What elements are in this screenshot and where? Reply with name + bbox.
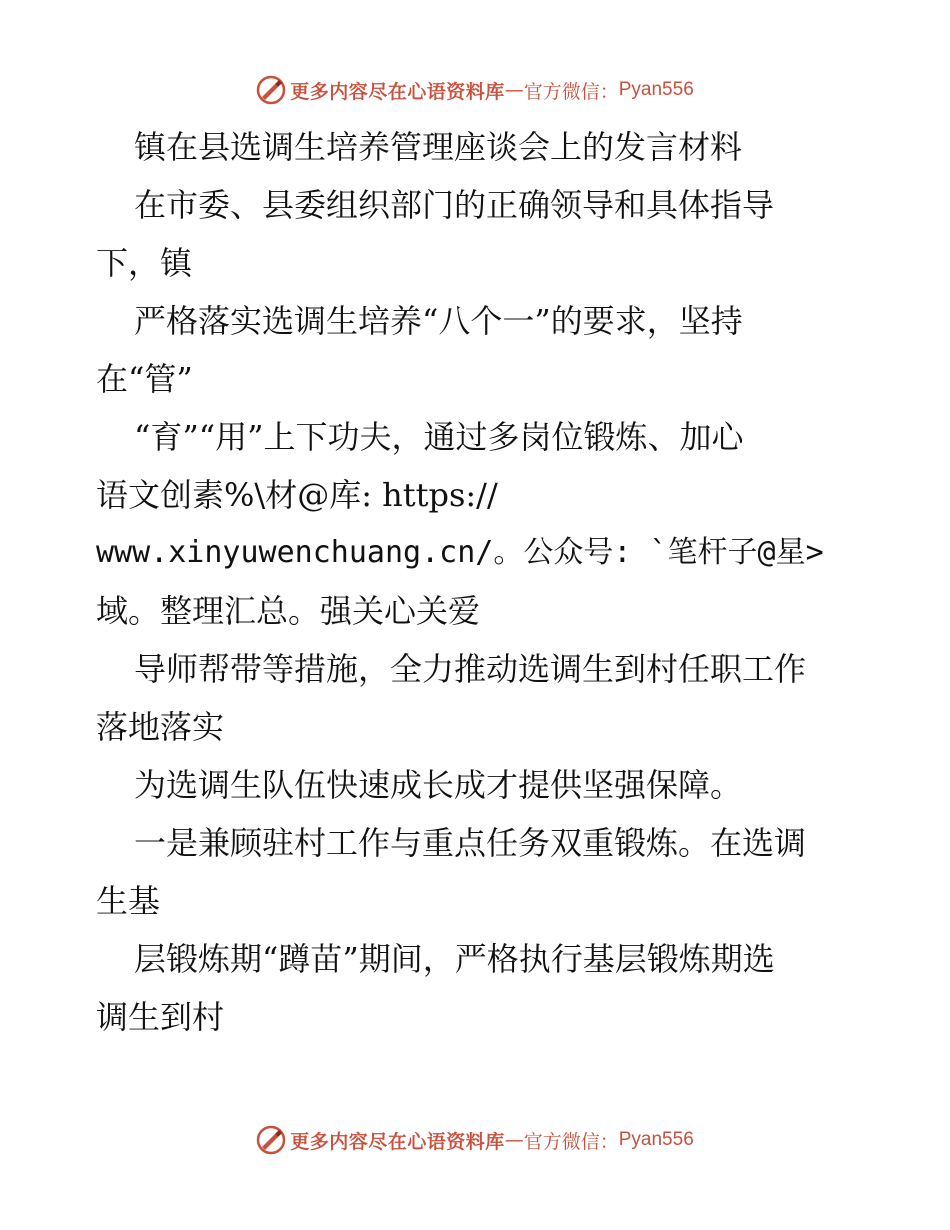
doc-line-3: 下，镇 xyxy=(96,244,193,282)
header-dash: — xyxy=(504,79,524,101)
header-wechat-label: 官方微信： xyxy=(523,80,619,103)
pen-logo-icon xyxy=(256,75,286,105)
footer-site-text: 更多内容尽在心语资料库 xyxy=(290,1130,505,1153)
footer-wechat-label: 官方微信： xyxy=(523,1130,619,1153)
doc-line-1: 镇在县选调生培养管理座谈会上的发言材料 xyxy=(134,128,743,166)
doc-line-9: 域。整理汇总。强关心关爱 xyxy=(96,592,481,630)
footer-wechat-id: Pyan556 xyxy=(618,1129,694,1150)
doc-line-12: 为选调生队伍快速成长成才提供坚强保障。 xyxy=(134,766,743,804)
doc-line-15: 层锻炼期“蹲苗”期间，严格执行基层锻炼期选 xyxy=(134,940,775,978)
doc-line-10: 导师帮带等措施，全力推动选调生到村任职工作 xyxy=(134,650,807,688)
doc-line-16: 调生到村 xyxy=(96,998,225,1036)
doc-line-2: 在市委、县委组织部门的正确领导和具体指导 xyxy=(134,186,775,224)
footer-banner xyxy=(0,1120,950,1160)
doc-line-11: 落地落实 xyxy=(96,708,225,746)
header-banner xyxy=(0,70,950,110)
doc-line-8: www.xinyuwenchuang.cn/。公众号: `笔杆子@星> xyxy=(96,535,824,570)
doc-line-7: 语文创素%\材@库: https:// xyxy=(96,476,498,514)
doc-line-6: “育”“用”上下功夫，通过多岗位锻炼、加心 xyxy=(134,418,744,456)
document-body xyxy=(96,118,866,1046)
header-wechat-id: Pyan556 xyxy=(618,79,694,100)
doc-line-4: 严格落实选调生培养“八个一”的要求，坚持 xyxy=(134,302,743,340)
footer-dash: — xyxy=(504,1129,524,1151)
doc-line-5: 在“管” xyxy=(96,360,193,398)
header-site-text: 更多内容尽在心语资料库 xyxy=(290,80,505,103)
doc-line-13: 一是兼顾驻村工作与重点任务双重锻炼。在选调 xyxy=(134,824,807,862)
doc-line-14: 生基 xyxy=(96,882,161,920)
pen-logo-icon xyxy=(256,1125,286,1155)
